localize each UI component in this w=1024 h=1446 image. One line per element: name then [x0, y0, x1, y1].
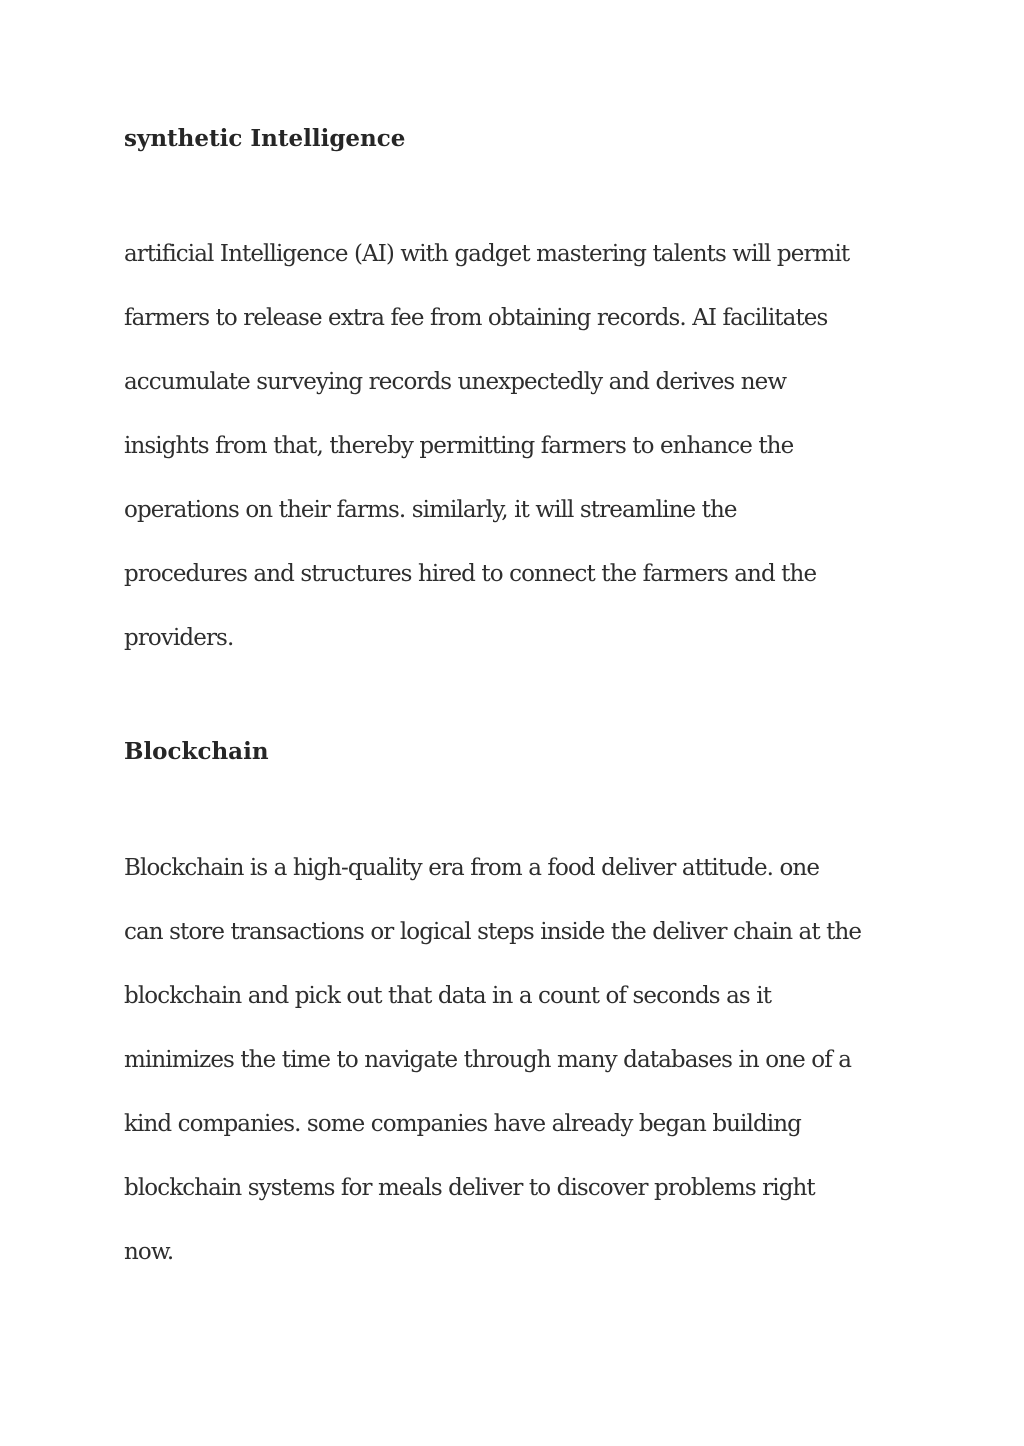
section-paragraph-blockchain [124, 836, 924, 1284]
paragraph-line: now. [124, 1239, 174, 1265]
paragraph-line: operations on their farms. similarly, it will streamline the [124, 497, 737, 523]
section-heading-blockchain: Blockchain [124, 738, 269, 765]
paragraph-line: Blockchain is a high-quality era from a food deliver attitude. one [124, 855, 820, 881]
paragraph-line: can store transactions or logical steps inside the deliver chain at the [124, 919, 862, 945]
paragraph-line: blockchain systems for meals deliver to discover problems right [124, 1175, 815, 1201]
paragraph-line: farmers to release extra fee from obtaining records. AI facilitates [124, 305, 828, 331]
paragraph-line: blockchain and pick out that data in a count of seconds as it [124, 983, 772, 1009]
paragraph-line: kind companies. some companies have already began building [124, 1111, 801, 1137]
section-paragraph-ai [124, 222, 924, 670]
paragraph-line: providers. [124, 625, 234, 651]
paragraph-line: procedures and structures hired to connect the farmers and the [124, 561, 817, 587]
paragraph-line: minimizes the time to navigate through many databases in one of a [124, 1047, 852, 1073]
paragraph-line: accumulate surveying records unexpectedly and derives new [124, 369, 787, 395]
paragraph-line: artificial Intelligence (AI) with gadget mastering talents will permit [124, 241, 850, 267]
section-heading-ai: synthetic Intelligence [124, 125, 406, 152]
paragraph-line: insights from that, thereby permitting farmers to enhance the [124, 433, 794, 459]
